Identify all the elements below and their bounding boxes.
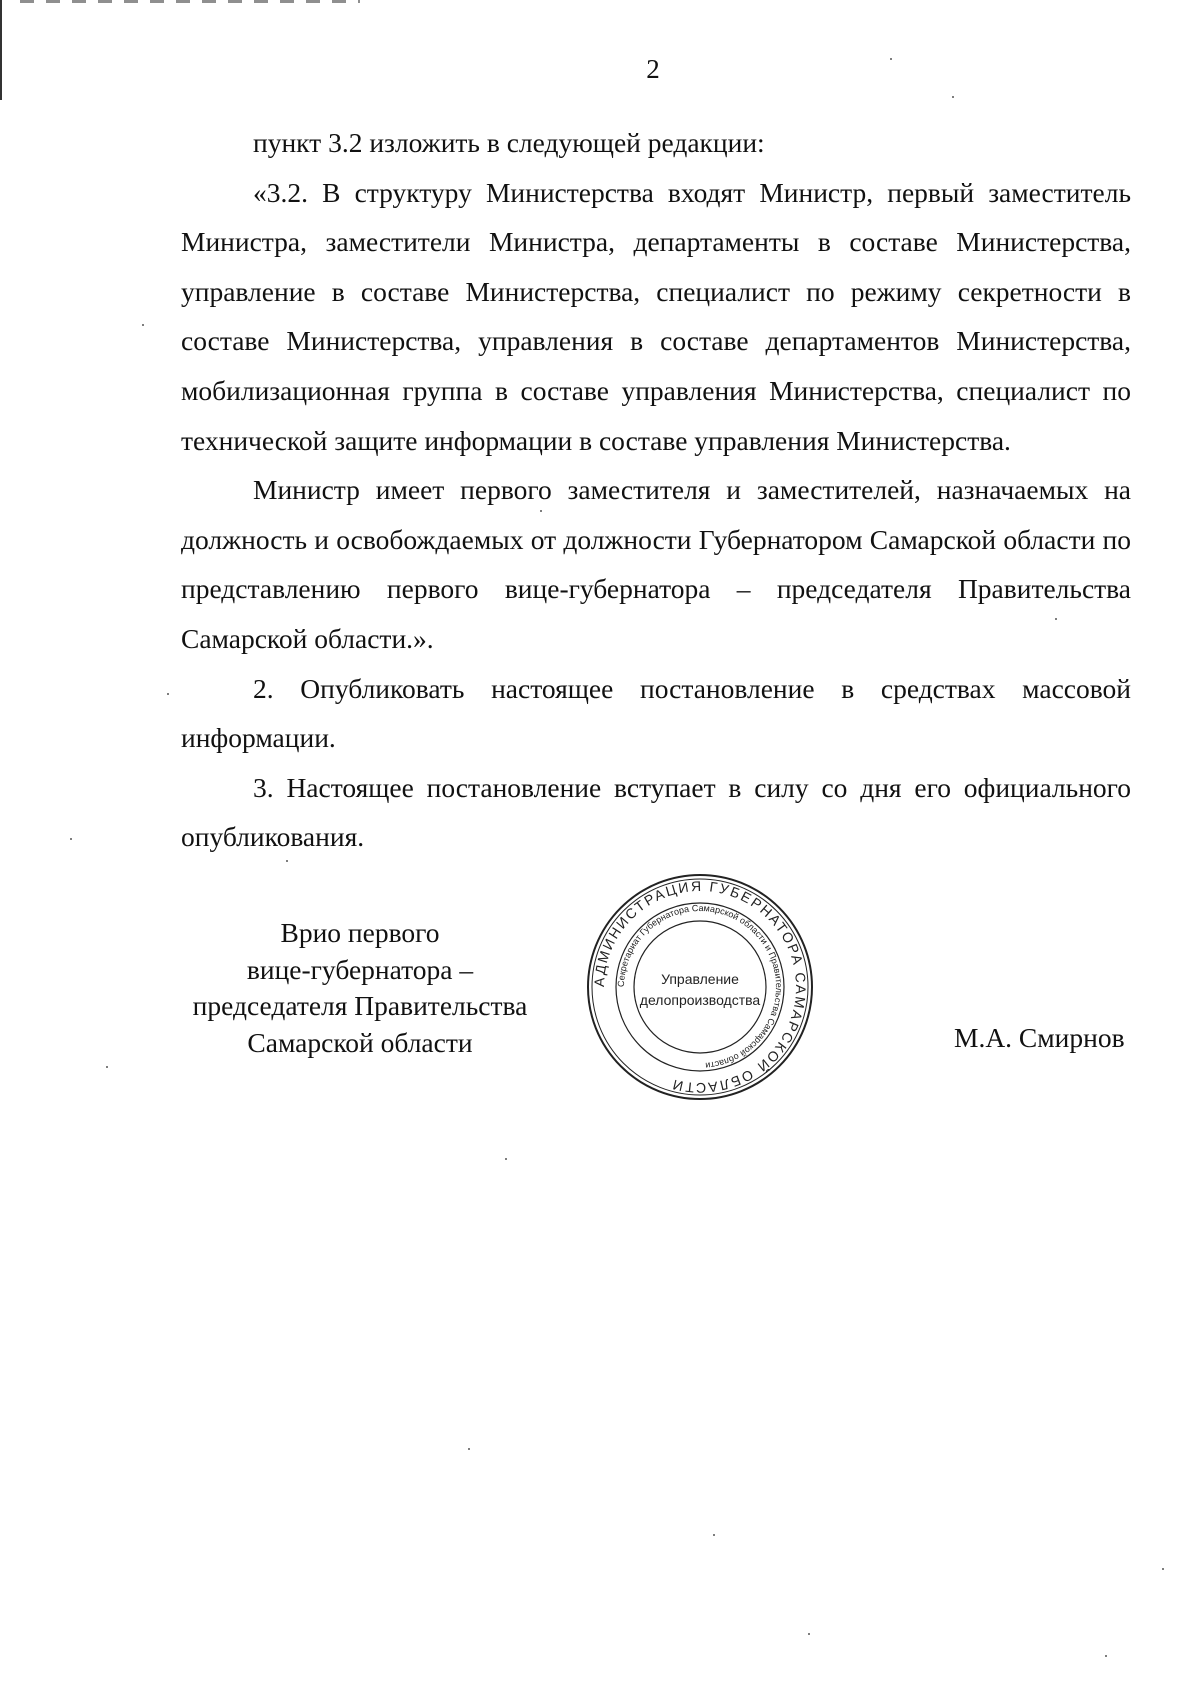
document-body [181, 118, 1131, 862]
stamp-center-line-1: Управление [661, 971, 739, 987]
stamp-inner-text: Секретариат Губернатора Самарской области и Правительства Самарской области [615, 902, 785, 1071]
scan-speck [713, 1534, 715, 1536]
scan-speck [468, 1448, 470, 1450]
page-number: 2 [646, 54, 660, 84]
scan-speck [286, 860, 288, 862]
scan-speck [890, 58, 892, 60]
scan-speck [167, 693, 169, 695]
signatory-position-line: Самарской области [247, 1026, 473, 1058]
paragraph-clause-3-2: «3.2. В структуру Министерства входят Министр, первый заместитель Министра, заместители Министра, департаменты в составе Министерства, управление в составе Министерства, специалист по режиму секретности в составе Министерства, управления в составе департаментов Министерства, мобилизационная группа в составе управления Министерства, специалист по технической защите информации в составе управления Министерства. [181, 176, 1131, 456]
paragraph-amendment-intro: пункт 3.2 изложить в следующей редакции: [253, 127, 765, 158]
scan-speck [505, 1158, 507, 1160]
signatory-position [170, 915, 550, 1061]
signatory-position-line: Врио первого [280, 917, 440, 948]
scan-speck [808, 1633, 810, 1635]
scan-speck [106, 1066, 108, 1068]
scan-speck [540, 510, 542, 512]
signer-name: М.А. Смирнов [954, 1022, 1125, 1053]
paragraph-publication: 2. Опубликовать настоящее постановление в средствах массовой информации. [181, 672, 1131, 754]
stamp-center-line-2: делопроизводства [639, 992, 761, 1008]
scan-top-marks [20, 0, 360, 3]
scan-speck [1105, 1655, 1107, 1657]
scan-speck [1055, 618, 1057, 620]
scan-speck [952, 96, 954, 98]
scan-speck [70, 838, 72, 840]
scan-speck [1162, 1568, 1164, 1570]
stamp-seal-graphic [585, 872, 815, 1102]
signatory-position-line: вице-губернатора – [246, 953, 474, 985]
stamp-outer-text: АДМИНИСТРАЦИЯ ГУБЕРНАТОРА САМАРСКОЙ ОБЛАСТИ [590, 877, 810, 1097]
paragraph-effective-date: 3. Настоящее постановление вступает в силу со дня его официального опубликования. [181, 771, 1131, 853]
paragraph-minister-deputies: Министр имеет первого заместителя и заместителей, назначаемых на должность и освобождаемых от должности Губернатором Самарской области по представлению первого вице-губернатора – председателя Правительства Самарской области.». [181, 474, 1131, 654]
scan-edge [0, 0, 2, 100]
signatory-position-line: председателя Правительства [192, 990, 528, 1021]
official-stamp [585, 872, 815, 1102]
scan-speck [142, 324, 144, 326]
